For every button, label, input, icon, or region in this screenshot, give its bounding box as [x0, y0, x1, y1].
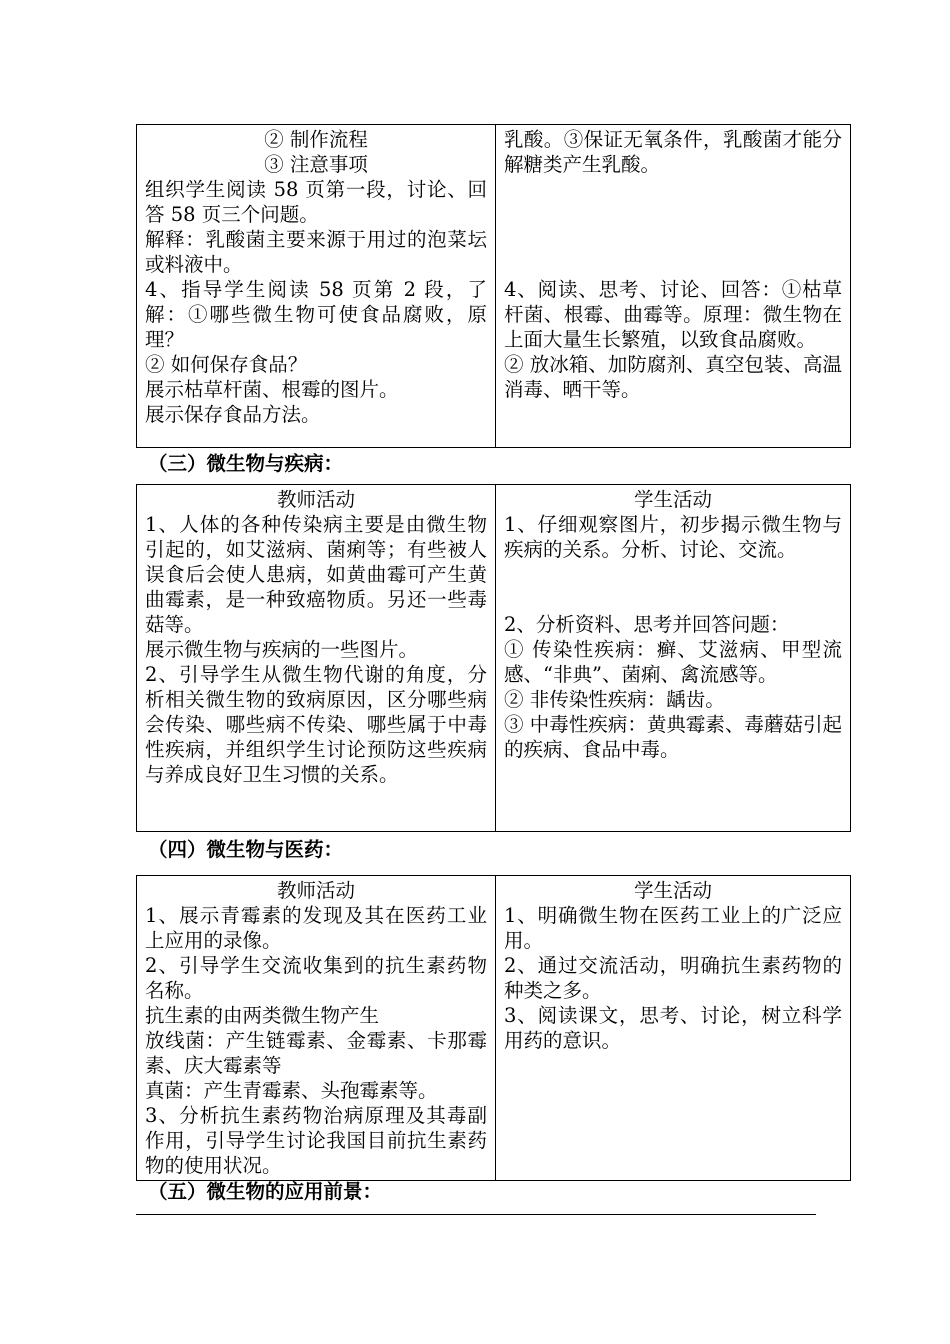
table-row	[137, 485, 851, 832]
column-header-student: 学生活动	[633, 488, 712, 511]
student-activity-cell	[496, 125, 851, 448]
spacer	[504, 177, 842, 277]
text-line: 1、展示青霉素的发现及其在医药工业上应用的录像。	[145, 904, 487, 952]
text-line: 真菌：产生青霉素、头孢霉素等。	[145, 1079, 438, 1102]
table-continued	[136, 124, 851, 448]
text-line: 展示枯草杆菌、根霉的图片。	[145, 378, 399, 401]
text-line: 抗生素的由两类微生物产生	[145, 1004, 380, 1027]
text-line: ② 非传染性疾病：龋齿。	[504, 688, 725, 711]
table-medicine	[136, 875, 851, 1181]
text-line: ③ 中毒性疾病：黄典霉素、毒蘑菇引起的疾病、食品中毒。	[504, 713, 842, 761]
text-line: 1、明确微生物在医药工业上的广泛应用。	[504, 904, 842, 952]
text-line: 乳酸。③保证无氧条件，乳酸菌才能分解糖类产生乳酸。	[504, 128, 842, 176]
section-heading-disease: （三）微生物与疾病：	[148, 452, 344, 475]
teacher-activity-cell	[137, 125, 496, 448]
text-line: 2、引导学生交流收集到的抗生素药物名称。	[145, 954, 487, 1002]
text-line: 展示微生物与疾病的一些图片。	[145, 638, 419, 661]
column-header-teacher: 教师活动	[276, 488, 355, 511]
text-line: 3、分析抗生素药物治病原理及其毒副作用，引导学生讨论我国目前抗生素药物的使用状况。	[145, 1104, 487, 1177]
table-disease	[136, 484, 851, 832]
text-line: ① 传染性疾病：癣、艾滋病、甲型流感、“非典”、菌痢、禽流感等。	[504, 638, 842, 686]
text-line: 3、阅读课文，思考、讨论，树立科学用药的意识。	[504, 1004, 842, 1052]
text-line: 4、指导学生阅读 58 页第 2 段，了解：①哪些微生物可使食品腐败，原理？	[145, 278, 487, 351]
teacher-activity-cell	[137, 485, 496, 832]
bottom-rule	[136, 1214, 816, 1215]
spacer	[504, 562, 842, 612]
text-line: 1、人体的各种传染病主要是由微生物引起的，如艾滋病、菌痢等；有些被人误食后会使人患病，如黄曲霉可产生黄曲霉素，是一种致癌物质。另还一些毒菇等。	[145, 513, 487, 636]
table-row	[137, 876, 851, 1181]
column-header-teacher: 教师活动	[276, 879, 355, 902]
teacher-activity-cell	[137, 876, 496, 1181]
text-line: 展示保存食品方法。	[145, 403, 321, 426]
table-row	[137, 125, 851, 448]
text-line: 1、仔细观察图片，初步揭示微生物与疾病的关系。分析、讨论、交流。	[504, 513, 842, 561]
text-line: ② 放冰箱、加防腐剂、真空包装、高温消毒、晒干等。	[504, 353, 842, 401]
student-activity-cell	[496, 876, 851, 1181]
text-line: 2、引导学生从微生物代谢的角度，分析相关微生物的致病原因，区分哪些病会传染、哪些病不传染、哪些属于中毒性疾病，并组织学生讨论预防这些疾病与养成良好卫生习惯的关系。	[145, 663, 487, 786]
text-line: ② 制作流程	[264, 128, 368, 151]
text-line: 4、阅读、思考、讨论、回答：①枯草杆菌、根霉、曲霉等。原理：微生物在上面大量生长繁殖，以致食品腐败。	[504, 278, 842, 351]
text-line: 解释：乳酸菌主要来源于用过的泡菜坛或料液中。	[145, 228, 487, 276]
text-line: 放线菌：产生链霉素、金霉素、卡那霉素、庆大霉素等	[145, 1029, 487, 1077]
section-heading-prospects: （五）微生物的应用前景：	[148, 1180, 383, 1203]
column-header-student: 学生活动	[633, 879, 712, 902]
text-line: ② 如何保存食品？	[145, 353, 308, 376]
text-line: ③ 注意事项	[264, 153, 368, 176]
text-line: 2、通过交流活动，明确抗生素药物的种类之多。	[504, 954, 842, 1002]
student-activity-cell	[496, 485, 851, 832]
section-heading-medicine: （四）微生物与医药：	[148, 838, 344, 861]
text-line: 2、分析资料、思考并回答问题：	[504, 613, 790, 636]
text-line: 组织学生阅读 58 页第一段，讨论、回答 58 页三个问题。	[145, 178, 487, 226]
